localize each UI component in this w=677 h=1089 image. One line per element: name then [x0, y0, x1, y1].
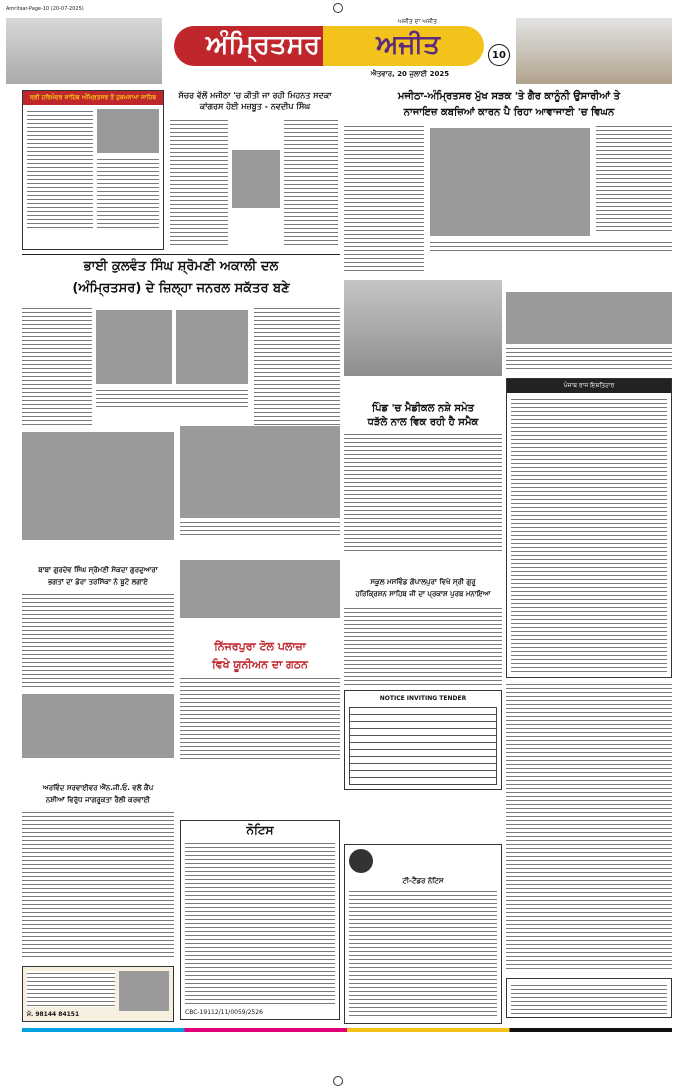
notice-title: ਨੋਟਿਸ [246, 823, 274, 837]
right-group-photo [506, 292, 672, 344]
public-notice-title: ਪੰਜਾਬ ਰਾਜ ਇਸ਼ਤਿਹਾਰ [507, 379, 671, 393]
toll-headline-1: ਨਿੱਜਰਪੁਰਾ ਟੋਲ ਪਲਾਜ਼ਾ [214, 640, 306, 653]
majitha-group-photo [430, 128, 590, 236]
print-slug: Amritsar-Page-10 (20-07-2025) [6, 6, 84, 12]
public-notice-text [511, 397, 667, 673]
majitha-caption [430, 240, 672, 252]
majitha-body-2 [596, 124, 672, 234]
kulwant-headline-1: ਭਾਈ ਕੁਲਵੰਤ ਸਿੰਘ ਸ਼੍ਰੋਮਣੀ ਅਕਾਲੀ ਦਲ [83, 259, 279, 274]
toll-body [180, 676, 340, 760]
ad-phone: ਮੋ. 98144 84151 [27, 1011, 80, 1018]
color-bar [22, 1028, 672, 1032]
hukamnama-title: ਸ੍ਰੀ ਹਰਿਮੰਦਰ ਸਾਹਿਬ ਅੰਮ੍ਰਿਤਸਰ ਤੋਂ ਹੁਕਮਨਾਮਾ ਸਾਹਿਬ [23, 91, 163, 105]
majitha-headline-1: ਮਜੀਠਾ-ਅੰਮ੍ਰਿਤਸਰ ਮੁੱਖ ਸੜਕ 'ਤੇ ਗੈਰ ਕਾਨੂੰਨੀ ਉਸਾਰੀਆਂ ਤੇ [397, 91, 621, 102]
sarkar-body-2 [284, 118, 338, 248]
kulwant-body-1 [22, 306, 92, 426]
arwind-photo [22, 694, 174, 758]
registration-mark-bottom [333, 1076, 343, 1086]
masthead-top-small: ਅਜੀਤ ਦਾ ਅਜੀਤ [398, 18, 437, 25]
temple-tower-photo [516, 18, 672, 84]
kulwant-photo-2 [176, 310, 248, 384]
toll-headline-2: ਵਿਖੇ ਯੂਨੀਅਨ ਦਾ ਗਠਨ [212, 658, 308, 671]
ad-portrait [119, 971, 169, 1011]
kulwant-photo-1 [96, 310, 172, 384]
hukamnama-text [27, 109, 93, 229]
page-number: 10 [488, 44, 510, 66]
sarkar-portrait [232, 150, 280, 208]
sarkar-headline: ਸੱਚਰ ਵੱਲੋਂ ਮਜੀਠਾ 'ਚ ਕੀਤੀ ਜਾ ਰਹੀ ਮਿਹਨਤ ਸਦਕਾ ਕਾਂਗਰਸ ਹੋਈ ਮਜ਼ਬੂਤ - ਨਵਦੀਪ ਸਿੰਘ [178, 91, 332, 111]
hukamnama-photo [97, 109, 159, 153]
tender-box [344, 690, 502, 790]
bottom-left-ad [22, 966, 174, 1022]
baba-headline-2: ਭਗਤਾਂ ਦਾ ਡੇਰਾ ਤਰਸਿੱਕਾ ਨੇ ਬੂਟੇ ਲਗਾਏ [48, 578, 148, 586]
notice-box [180, 820, 340, 1020]
right-photo-caption [506, 346, 672, 370]
hukamnama-text-2 [97, 157, 159, 229]
arwind-headline-2: ਨਸ਼ੀਆਂ ਵਿਰੁੱਧ ਜਾਗਰੂਕਤਾ ਰੈਲੀ ਕਰਵਾਈ [45, 796, 151, 804]
registration-mark-top [333, 3, 343, 13]
kulwant-body-2 [254, 306, 340, 426]
toll-union-photo [180, 560, 340, 618]
toll-family-photo [180, 426, 340, 518]
masthead-brand-left: ਅੰਮ੍ਰਿਤਸਰ [205, 30, 321, 60]
dept-notice-logo [349, 849, 373, 873]
golden-temple-photo [6, 18, 162, 84]
arwind-body [22, 810, 174, 960]
toll-family-caption [180, 520, 340, 538]
masthead-brand-right: ਅਜੀਤ [376, 30, 440, 60]
hukamnama-box [22, 90, 164, 250]
right-bottom-text [511, 983, 667, 1015]
kulwant-headline-2: (ਅੰਮ੍ਰਿਤਸਰ) ਦੇ ਜ਼ਿਲ੍ਹਾ ਜਨਰਲ ਸਕੱਤਰ ਬਣੇ [72, 281, 290, 296]
majitha-body-1 [344, 124, 424, 274]
tender-title: NOTICE INVITING TENDER [379, 695, 467, 702]
dept-notice-box [344, 844, 502, 1024]
notice-text [185, 841, 335, 1007]
masthead [0, 16, 677, 88]
ad-text [27, 971, 115, 1007]
tender-table [349, 707, 497, 785]
baba-headline-1: ਬਾਬਾ ਗੁਰਦੇਵ ਸਿੰਘ ਸ੍ਰੋਮਣੀ ਸੋਕਦਾ ਗੁਰਦੁਆਰਾ [38, 566, 158, 574]
baba-body [22, 592, 174, 688]
masthead-date: ਐਤਵਾਰ, 20 ਜੁਲਾਈ 2025 [370, 70, 450, 78]
majitha-headline-2: ਨਾਜਾਇਜ਼ ਕਬਜ਼ਿਆਂ ਕਾਰਨ ਪੈ ਰਿਹਾ ਆਵਾਜਾਈ 'ਚ ਵਿਘਨ [403, 107, 615, 118]
baba-photo [22, 432, 174, 540]
school-body [344, 606, 502, 686]
dept-notice-title: ਟੀ-ਟੈਂਡਰ ਨੋਟਿਸ [402, 877, 444, 885]
dept-notice-text [349, 889, 497, 1019]
sarkar-body-1 [170, 118, 228, 248]
right-classifieds [506, 682, 672, 972]
arwind-headline-1: ਅਰਵਿੰਦ ਸਰਵਾਈਵਰ ਐੱਨ.ਜੀ.ਓ. ਵਲੋਂ ਕੈਂਪ [42, 784, 154, 792]
school-headline-1: ਸਕੂਲ ਮਸਵਿੰਡ ਗੋਪਾਲਪੁਰਾ ਵਿਖੇ ਸ੍ਰੀ ਗੁਰੂ [370, 578, 476, 586]
divider-1 [22, 254, 340, 255]
medical-headline-2: ਧੜੱਲੇ ਨਾਲ ਵਿਕ ਰਹੀ ਹੈ ਸਮੈਕ [367, 417, 479, 428]
medical-headline-1: ਪਿੰਡ 'ਚ ਮੈਡੀਕਲ ਨਸ਼ੇ ਸਮੇਤ [371, 403, 475, 414]
notice-footer-code: CBC-19112/11/0059/2526 [185, 1009, 263, 1016]
medical-body [344, 432, 502, 552]
medical-road-photo [344, 280, 502, 376]
kulwant-caption [96, 388, 248, 408]
school-headline-2: ਹਰਿਕ੍ਰਿਸ਼ਨ ਸਾਹਿਬ ਜੀ ਦਾ ਪ੍ਰਕਾਸ਼ ਪੁਰਬ ਮਨਾਇਆ [355, 590, 491, 598]
right-bottom-box [506, 978, 672, 1018]
public-notice-box [506, 378, 672, 678]
